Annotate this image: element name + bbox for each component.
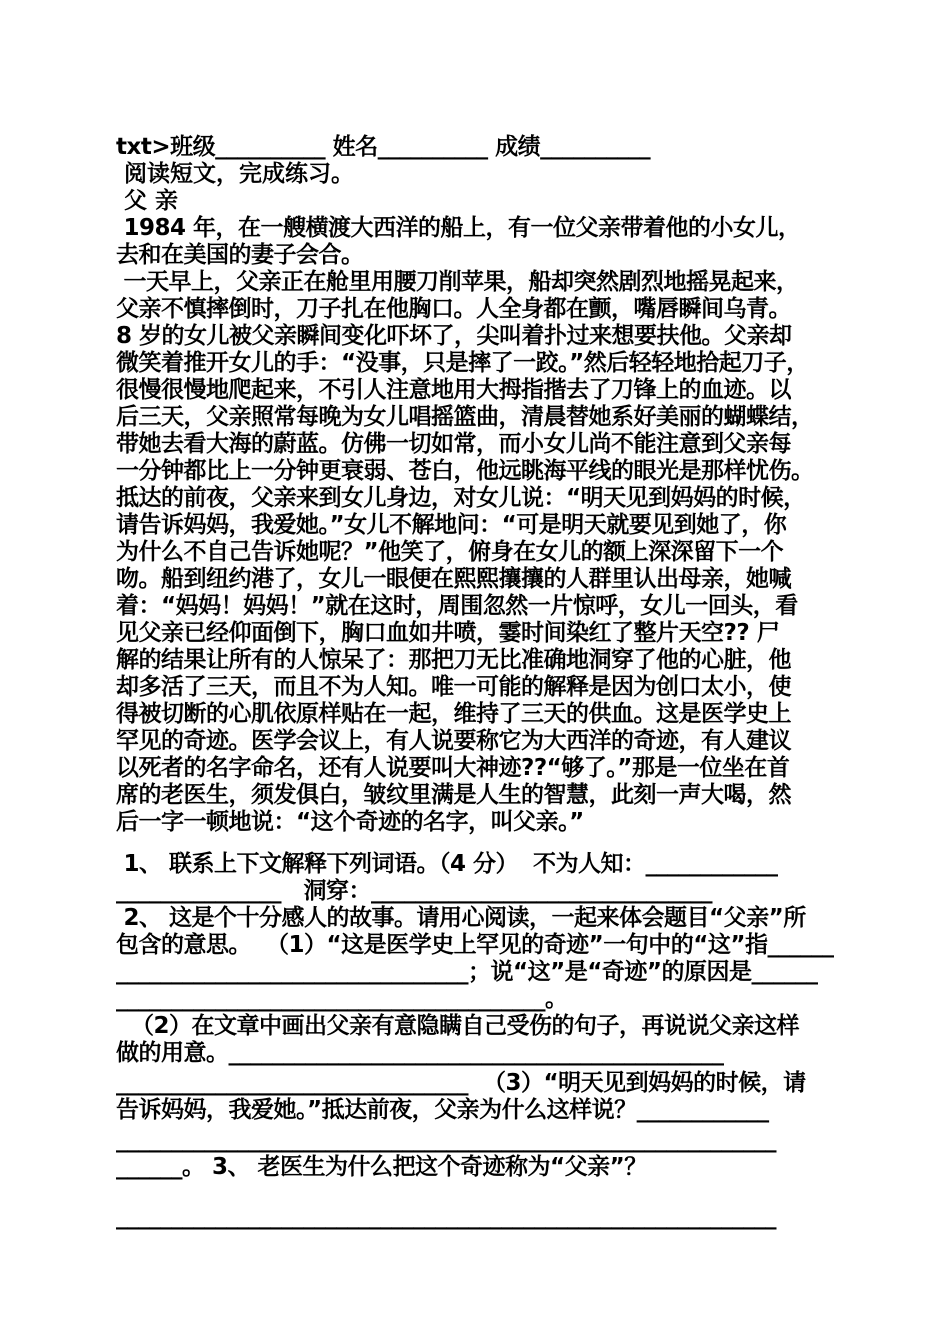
text-line: 去和在美国的妻子会合。 — [116, 242, 364, 268]
text-line: 8 岁的女儿被父亲瞬间变化吓坏了，尖叫着扑过来想要扶他。父亲却 — [116, 323, 792, 349]
text-line: 解的结果让所有的人惊呆了：那把刀无比准确地洞穿了他的心脏，他 — [116, 647, 791, 673]
text-line: 后一字一顿地说：“这个奇迹的名字，叫父亲。” — [116, 809, 584, 835]
question-2-2-blank: 做的用意。_____________________________________________ — [116, 1040, 724, 1066]
text-line: 很慢很慢地爬起来，不引人注意地用大拇指揩去了刀锋上的血迹。以 — [116, 377, 791, 403]
text-line: 着：“妈妈！妈妈！”就在这时，周围忽然一片惊呼，女儿一回头，看 — [116, 593, 798, 619]
text-line: 得被切断的心肌依原样贴在一起，维持了三天的供血。这是医学史上 — [116, 701, 791, 727]
question-2: 2、 这是个十分感人的故事。请用心阅读，一起来体会题目“父亲”所 — [116, 905, 806, 931]
header-class-name-score: txt>班级__________ 姓名__________ 成绩__________ — [116, 134, 651, 160]
question-2-2: （2）在文章中画出父亲有意隐瞒自己受伤的句子，再说说父亲这样 — [116, 1013, 800, 1039]
question-1: 1、 联系上下文解释下列词语。（4 分） 不为人知：____________ — [116, 851, 778, 877]
text-line: 为什么不自己告诉她呢？”他笑了，俯身在女儿的额上深深留下一个 — [116, 539, 784, 565]
question-3: ______。 3、 老医生为什么把这个奇迹称为“父亲”？ — [116, 1154, 647, 1180]
question-2-1-blank: ________________________________；说“这”是“奇迹”的原因是______ — [116, 959, 818, 985]
text-line: 席的老医生，须发俱白，皱纹里满是人生的智慧，此刻一声大喝，然 — [116, 782, 791, 808]
text-line: 抵达的前夜，父亲来到女儿身边，对女儿说：“明天见到妈妈的时候， — [116, 485, 806, 511]
text-line: 父亲不慎摔倒时，刀子扎在他胸口。人全身都在颤，嘴唇瞬间乌青。 — [116, 296, 791, 322]
text-line: 见父亲已经仰面倒下，胸口血如井喷，霎时间染红了整片天空?? 尸 — [116, 620, 780, 646]
text-line: 却多活了三天，而且不为人知。唯一可能的解释是因为创口太小，使 — [116, 674, 791, 700]
text-line: 吻。船到纽约港了，女儿一眼便在熙熙攘攘的人群里认出母亲，她喊 — [116, 566, 791, 592]
answer-blank: ____________________________________________________________ — [116, 1127, 776, 1153]
instruction: 阅读短文，完成练习。 — [116, 161, 355, 187]
question-2-3: ________________________________ （3）“明天见到妈妈的时候，请 — [116, 1070, 806, 1096]
text-line: 微笑着推开女儿的手：“没事，只是摔了一跤。”然后轻轻地拾起刀子， — [116, 350, 809, 376]
text-line: 罕见的奇迹。医学会议上，有人说要称它为大西洋的奇迹，有人建议 — [116, 728, 791, 754]
text-line: 后三天，父亲照常每晚为女儿唱摇篮曲，清晨替她系好美丽的蝴蝶结， — [116, 404, 814, 430]
text-line: 1984 年，在一艘横渡大西洋的船上，有一位父亲带着他的小女儿， — [116, 215, 801, 241]
text-line: 以死者的名字命名，还有人说要叫大神迹??“够了。”那是一位坐在首 — [116, 755, 790, 781]
answer-blank: ____________________________________________________________ — [116, 1204, 776, 1230]
question-2-1: 包含的意思。 （1）“这是医学史上罕见的奇迹”一句中的“这”指______ — [116, 932, 834, 958]
article-title: 父 亲 — [116, 188, 179, 214]
text-line: 带她去看大海的蔚蓝。仿佛一切如常，而小女儿尚不能注意到父亲每 — [116, 431, 791, 457]
question-2-3-cont: 告诉妈妈，我爱她。”抵达前夜，父亲为什么这样说？____________ — [116, 1097, 769, 1123]
text-line: 一分钟都比上一分钟更衰弱、苍白，他远眺海平线的眼光是那样忧伤。 — [116, 458, 814, 484]
question-1-blank: _______________ 洞穿：_______________________________ — [116, 878, 713, 904]
text-line: 请告诉妈妈，我爱她。”女儿不解地问：“可是明天就要见到她了，你 — [116, 512, 787, 538]
text-line: 一天早上，父亲正在舱里用腰刀削苹果，船却突然剧烈地摇晃起来， — [116, 269, 799, 295]
question-2-1-blank: _______________________________________。 — [116, 986, 568, 1012]
